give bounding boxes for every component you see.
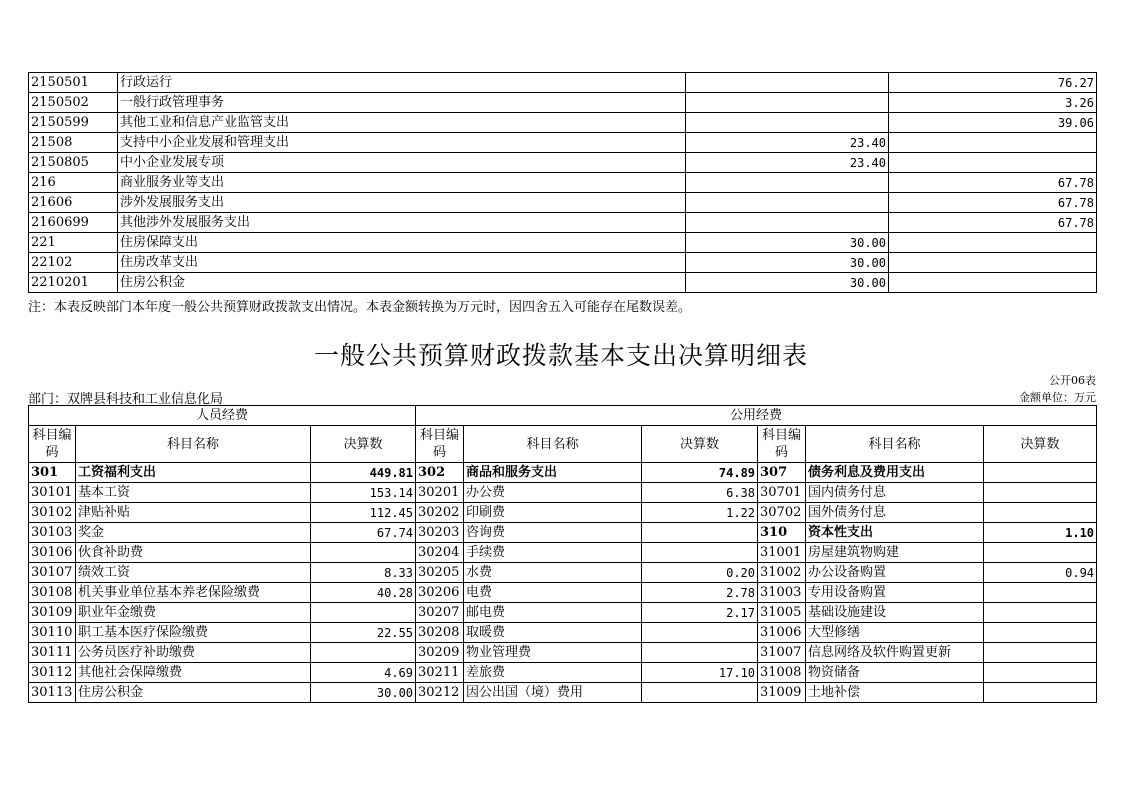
project-amount-cell — [889, 133, 1097, 153]
goods-services-amount-cell: 6.38 — [642, 483, 758, 503]
other-subject-code-cell: 31002 — [758, 563, 806, 583]
table-row — [29, 93, 1097, 113]
goods-services-subject-code-cell: 30207 — [416, 603, 464, 623]
personnel-amount-cell — [311, 643, 416, 663]
amount-unit-label: 金额单位：万元 — [1019, 391, 1096, 404]
basic-amount-cell — [686, 113, 889, 133]
other-subject-code-cell: 31005 — [758, 603, 806, 623]
table-row — [29, 563, 1097, 583]
goods-services-subject-name-cell: 咨询费 — [464, 523, 642, 543]
goods-services-subject-code-cell: 30208 — [416, 623, 464, 643]
personnel-subject-code-cell: 30110 — [29, 623, 76, 643]
other-amount-cell — [984, 663, 1097, 683]
col-header-code: 科目编码 — [758, 426, 806, 463]
subject-name-cell: 一般行政管理事务 — [118, 93, 686, 113]
goods-services-amount-cell — [642, 543, 758, 563]
basic-amount-cell: 23.40 — [686, 133, 889, 153]
personnel-amount-cell: 153.14 — [311, 483, 416, 503]
table-row — [29, 503, 1097, 523]
basic-amount-cell — [686, 173, 889, 193]
col-header-amount: 决算数 — [642, 426, 758, 463]
other-subject-code-cell: 31006 — [758, 623, 806, 643]
expenditure-function-table — [28, 72, 1097, 293]
project-amount-cell — [889, 233, 1097, 253]
basic-amount-cell — [686, 93, 889, 113]
subject-name-cell: 其他涉外发展服务支出 — [118, 213, 686, 233]
goods-services-amount-cell: 17.10 — [642, 663, 758, 683]
personnel-amount-cell: 40.28 — [311, 583, 416, 603]
table-row — [29, 253, 1097, 273]
personnel-subject-name-cell: 奖金 — [76, 523, 311, 543]
subject-code-cell: 2150599 — [29, 113, 118, 133]
subject-name-cell: 中小企业发展专项 — [118, 153, 686, 173]
personnel-amount-cell: 67.74 — [311, 523, 416, 543]
basic-amount-cell — [686, 193, 889, 213]
other-subject-name-cell: 专用设备购置 — [806, 583, 984, 603]
other-amount-cell: 0.94 — [984, 563, 1097, 583]
other-amount-cell — [984, 483, 1097, 503]
project-amount-cell: 67.78 — [889, 173, 1097, 193]
project-amount-cell: 3.26 — [889, 93, 1097, 113]
other-subject-code-cell: 307 — [758, 463, 806, 483]
goods-services-amount-cell — [642, 643, 758, 663]
column-header-row — [29, 426, 1097, 463]
personnel-amount-cell: 22.55 — [311, 623, 416, 643]
other-subject-name-cell: 基础设施建设 — [806, 603, 984, 623]
basic-expenditure-detail-table — [28, 405, 1097, 703]
goods-services-amount-cell: 2.78 — [642, 583, 758, 603]
subject-name-cell: 住房公积金 — [118, 273, 686, 293]
goods-services-subject-code-cell: 30209 — [416, 643, 464, 663]
basic-amount-cell — [686, 73, 889, 93]
table-row — [29, 463, 1097, 483]
goods-services-subject-name-cell: 物业管理费 — [464, 643, 642, 663]
personnel-subject-code-cell: 30108 — [29, 583, 76, 603]
other-subject-name-cell: 债务利息及费用支出 — [806, 463, 984, 483]
subject-name-cell: 行政运行 — [118, 73, 686, 93]
table-number: 公开06表 — [1049, 374, 1096, 387]
other-subject-code-cell: 30702 — [758, 503, 806, 523]
subject-name-cell: 商业服务业等支出 — [118, 173, 686, 193]
other-subject-name-cell: 信息网络及软件购置更新 — [806, 643, 984, 663]
table-row — [29, 583, 1097, 603]
col-header-amount: 决算数 — [984, 426, 1097, 463]
personnel-subject-name-cell: 伙食补助费 — [76, 543, 311, 563]
subject-name-cell: 支持中小企业发展和管理支出 — [118, 133, 686, 153]
personnel-subject-name-cell: 住房公积金 — [76, 683, 311, 703]
project-amount-cell — [889, 273, 1097, 293]
subject-code-cell: 2210201 — [29, 273, 118, 293]
table-row — [29, 663, 1097, 683]
subject-code-cell: 2160699 — [29, 213, 118, 233]
table-row — [29, 543, 1097, 563]
page-title: 一般公共预算财政拨款基本支出决算明细表 — [313, 341, 808, 370]
goods-services-subject-name-cell: 商品和服务支出 — [464, 463, 642, 483]
table-row — [29, 113, 1097, 133]
other-subject-name-cell: 办公设备购置 — [806, 563, 984, 583]
subject-code-cell: 2150805 — [29, 153, 118, 173]
other-subject-name-cell: 资本性支出 — [806, 523, 984, 543]
personnel-subject-name-cell: 机关事业单位基本养老保险缴费 — [76, 583, 311, 603]
goods-services-subject-code-cell: 30205 — [416, 563, 464, 583]
group-personnel-header: 人员经费 — [29, 406, 416, 426]
other-amount-cell — [984, 583, 1097, 603]
personnel-subject-name-cell: 绩效工资 — [76, 563, 311, 583]
table-row — [29, 173, 1097, 193]
other-subject-code-cell: 310 — [758, 523, 806, 543]
table-row — [29, 603, 1097, 623]
col-header-name: 科目名称 — [464, 426, 642, 463]
subject-code-cell: 216 — [29, 173, 118, 193]
project-amount-cell: 67.78 — [889, 193, 1097, 213]
goods-services-subject-code-cell: 30201 — [416, 483, 464, 503]
col-header-code: 科目编码 — [29, 426, 76, 463]
personnel-amount-cell: 449.81 — [311, 463, 416, 483]
table-row — [29, 193, 1097, 213]
personnel-amount-cell: 8.33 — [311, 563, 416, 583]
goods-services-subject-code-cell: 30212 — [416, 683, 464, 703]
other-subject-name-cell: 国外债务付息 — [806, 503, 984, 523]
personnel-subject-code-cell: 30102 — [29, 503, 76, 523]
other-amount-cell — [984, 623, 1097, 643]
col-header-code: 科目编码 — [416, 426, 464, 463]
table-row — [29, 523, 1097, 543]
personnel-subject-code-cell: 30112 — [29, 663, 76, 683]
table-row — [29, 233, 1097, 253]
personnel-subject-name-cell: 职工基本医疗保险缴费 — [76, 623, 311, 643]
goods-services-subject-name-cell: 水费 — [464, 563, 642, 583]
personnel-subject-code-cell: 30106 — [29, 543, 76, 563]
col-header-name: 科目名称 — [806, 426, 984, 463]
department-label: 部门：双牌县科技和工业信息化局 — [28, 392, 224, 407]
goods-services-subject-code-cell: 30211 — [416, 663, 464, 683]
goods-services-subject-name-cell: 差旅费 — [464, 663, 642, 683]
other-subject-code-cell: 30701 — [758, 483, 806, 503]
personnel-amount-cell — [311, 543, 416, 563]
personnel-subject-name-cell: 工资福利支出 — [76, 463, 311, 483]
goods-services-subject-code-cell: 30202 — [416, 503, 464, 523]
other-amount-cell — [984, 603, 1097, 623]
other-subject-name-cell: 大型修缮 — [806, 623, 984, 643]
goods-services-subject-code-cell: 30203 — [416, 523, 464, 543]
project-amount-cell: 67.78 — [889, 213, 1097, 233]
table-row — [29, 213, 1097, 233]
personnel-subject-code-cell: 30111 — [29, 643, 76, 663]
subject-code-cell: 22102 — [29, 253, 118, 273]
personnel-subject-name-cell: 津贴补贴 — [76, 503, 311, 523]
personnel-subject-code-cell: 30107 — [29, 563, 76, 583]
subject-name-cell: 其他工业和信息产业监管支出 — [118, 113, 686, 133]
other-subject-name-cell: 土地补偿 — [806, 683, 984, 703]
col-header-amount: 决算数 — [311, 426, 416, 463]
other-subject-code-cell: 31009 — [758, 683, 806, 703]
other-subject-name-cell: 物资储备 — [806, 663, 984, 683]
other-subject-name-cell: 房屋建筑物购建 — [806, 543, 984, 563]
subject-code-cell: 2150502 — [29, 93, 118, 113]
subject-name-cell: 住房改革支出 — [118, 253, 686, 273]
basic-amount-cell: 30.00 — [686, 273, 889, 293]
project-amount-cell — [889, 153, 1097, 173]
goods-services-amount-cell — [642, 683, 758, 703]
subject-code-cell: 221 — [29, 233, 118, 253]
group-header-row — [29, 406, 1097, 426]
col-header-name: 科目名称 — [76, 426, 311, 463]
table-row — [29, 73, 1097, 93]
basic-amount-cell: 30.00 — [686, 253, 889, 273]
goods-services-subject-name-cell: 办公费 — [464, 483, 642, 503]
subject-name-cell: 住房保障支出 — [118, 233, 686, 253]
goods-services-subject-name-cell: 手续费 — [464, 543, 642, 563]
basic-amount-cell — [686, 213, 889, 233]
other-subject-code-cell: 31008 — [758, 663, 806, 683]
subject-name-cell: 涉外发展服务支出 — [118, 193, 686, 213]
personnel-amount-cell — [311, 603, 416, 623]
goods-services-subject-code-cell: 30204 — [416, 543, 464, 563]
subject-code-cell: 21606 — [29, 193, 118, 213]
goods-services-subject-name-cell: 因公出国（境）费用 — [464, 683, 642, 703]
goods-services-amount-cell: 1.22 — [642, 503, 758, 523]
table-row — [29, 273, 1097, 293]
project-amount-cell: 76.27 — [889, 73, 1097, 93]
goods-services-subject-code-cell: 30206 — [416, 583, 464, 603]
project-amount-cell — [889, 253, 1097, 273]
table-row — [29, 683, 1097, 703]
group-public-header: 公用经费 — [416, 406, 1097, 426]
personnel-subject-name-cell: 基本工资 — [76, 483, 311, 503]
goods-services-subject-name-cell: 取暖费 — [464, 623, 642, 643]
table-row — [29, 643, 1097, 663]
personnel-subject-name-cell: 其他社会保障缴费 — [76, 663, 311, 683]
personnel-subject-code-cell: 30109 — [29, 603, 76, 623]
personnel-amount-cell: 30.00 — [311, 683, 416, 703]
goods-services-subject-name-cell: 电费 — [464, 583, 642, 603]
personnel-subject-name-cell: 职业年金缴费 — [76, 603, 311, 623]
basic-amount-cell: 23.40 — [686, 153, 889, 173]
personnel-subject-code-cell: 30103 — [29, 523, 76, 543]
goods-services-amount-cell: 2.17 — [642, 603, 758, 623]
personnel-subject-code-cell: 301 — [29, 463, 76, 483]
table-note: 注：本表反映部门本年度一般公共预算财政拨款支出情况。本表金额转换为万元时，因四舍五入可能存在尾数误差。 — [28, 300, 692, 315]
other-amount-cell — [984, 503, 1097, 523]
goods-services-subject-name-cell: 印刷费 — [464, 503, 642, 523]
personnel-amount-cell: 112.45 — [311, 503, 416, 523]
other-subject-code-cell: 31001 — [758, 543, 806, 563]
table-row — [29, 623, 1097, 643]
table-row — [29, 153, 1097, 173]
personnel-amount-cell: 4.69 — [311, 663, 416, 683]
other-subject-name-cell: 国内债务付息 — [806, 483, 984, 503]
subject-code-cell: 21508 — [29, 133, 118, 153]
personnel-subject-code-cell: 30113 — [29, 683, 76, 703]
other-amount-cell — [984, 543, 1097, 563]
goods-services-amount-cell: 74.89 — [642, 463, 758, 483]
goods-services-subject-code-cell: 302 — [416, 463, 464, 483]
other-amount-cell — [984, 643, 1097, 663]
goods-services-amount-cell — [642, 623, 758, 643]
other-amount-cell — [984, 683, 1097, 703]
other-subject-code-cell: 31003 — [758, 583, 806, 603]
personnel-subject-name-cell: 公务员医疗补助缴费 — [76, 643, 311, 663]
table-row — [29, 483, 1097, 503]
personnel-subject-code-cell: 30101 — [29, 483, 76, 503]
goods-services-subject-name-cell: 邮电费 — [464, 603, 642, 623]
subject-code-cell: 2150501 — [29, 73, 118, 93]
basic-amount-cell: 30.00 — [686, 233, 889, 253]
other-amount-cell — [984, 463, 1097, 483]
goods-services-amount-cell — [642, 523, 758, 543]
other-amount-cell: 1.10 — [984, 523, 1097, 543]
other-subject-code-cell: 31007 — [758, 643, 806, 663]
goods-services-amount-cell: 0.20 — [642, 563, 758, 583]
project-amount-cell: 39.06 — [889, 113, 1097, 133]
table-row — [29, 133, 1097, 153]
